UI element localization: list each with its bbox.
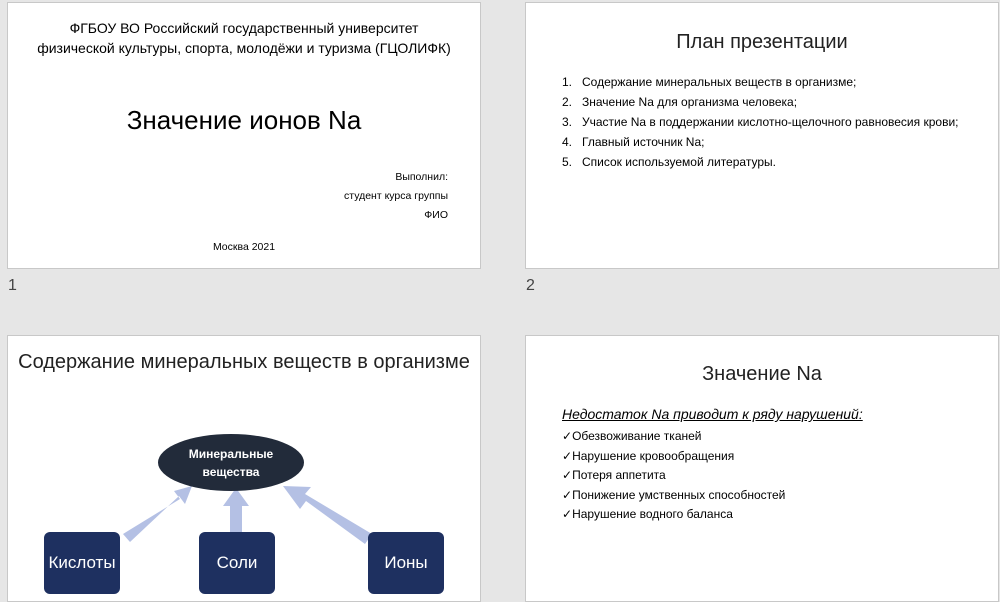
deficiency-subtitle: Недостаток Na приводит к ряду нарушений: [562,406,863,422]
city-year: Москва 2021 [212,241,276,253]
list-item: 3. Участие Na в поддержании кислотно-щелочного равновесия крови; [562,115,959,129]
check-icon: ✓ [562,507,573,521]
check-icon: ✓ [562,429,573,443]
arrow-left [123,486,192,542]
list-item: ✓Обезвоживание тканей [562,429,702,443]
arrow-right [283,486,372,544]
slide-thumbnail-2[interactable] [525,2,999,269]
check-icon: ✓ [562,448,573,463]
performed-by-label: Выполнил: [395,171,448,183]
arrow-center [223,488,249,532]
slide-4-title: Значение Na [702,363,822,385]
check-icon: ✓ [562,487,573,502]
minerals-ellipse: Минеральные вещества [158,434,304,491]
student-label: студент курса группы [344,190,448,202]
list-item: 1. Содержание минеральных веществ в организме; [562,75,857,89]
slide-thumbnail-4[interactable] [525,335,999,602]
slide-3-title: Содержание минеральных веществ в организме [18,351,470,373]
salts-box: Соли [199,532,275,594]
list-item: ✓Потеря аппетита [562,468,666,482]
plan-list [562,75,972,175]
acids-box: Кислоты [44,532,120,594]
slide-2-title: План презентации [676,31,848,53]
slide-1-title: Значение ионов Na [126,105,362,135]
list-item: 5. Список используемой литературы. [562,155,776,169]
header-line-2: физической культуры, спорта, молодёжи и туризма (ГЦОЛИФК) [37,40,451,56]
slide-thumbnail-1[interactable] [7,2,481,269]
list-item: ✓Нарушение водного баланса [562,507,733,521]
disorders-list [562,427,785,525]
list-item: ✓Понижение умственных способностей [562,487,786,502]
slide-number-2: 2 [526,277,535,294]
university-header [8,18,480,58]
check-icon: ✓ [562,468,573,482]
list-item: 2. Значение Na для организма человека; [562,95,798,109]
fio-label: ФИО [424,209,448,221]
slide-number-1: 1 [8,277,17,294]
list-item: 4. Главный источник Na; [562,135,705,149]
ions-box: Ионы [368,532,444,594]
header-line-1: ФГБОУ ВО Российский государственный университет [69,20,419,36]
slide-thumbnail-3[interactable] [7,335,481,602]
list-item: ✓Нарушение кровообращения [562,448,735,463]
